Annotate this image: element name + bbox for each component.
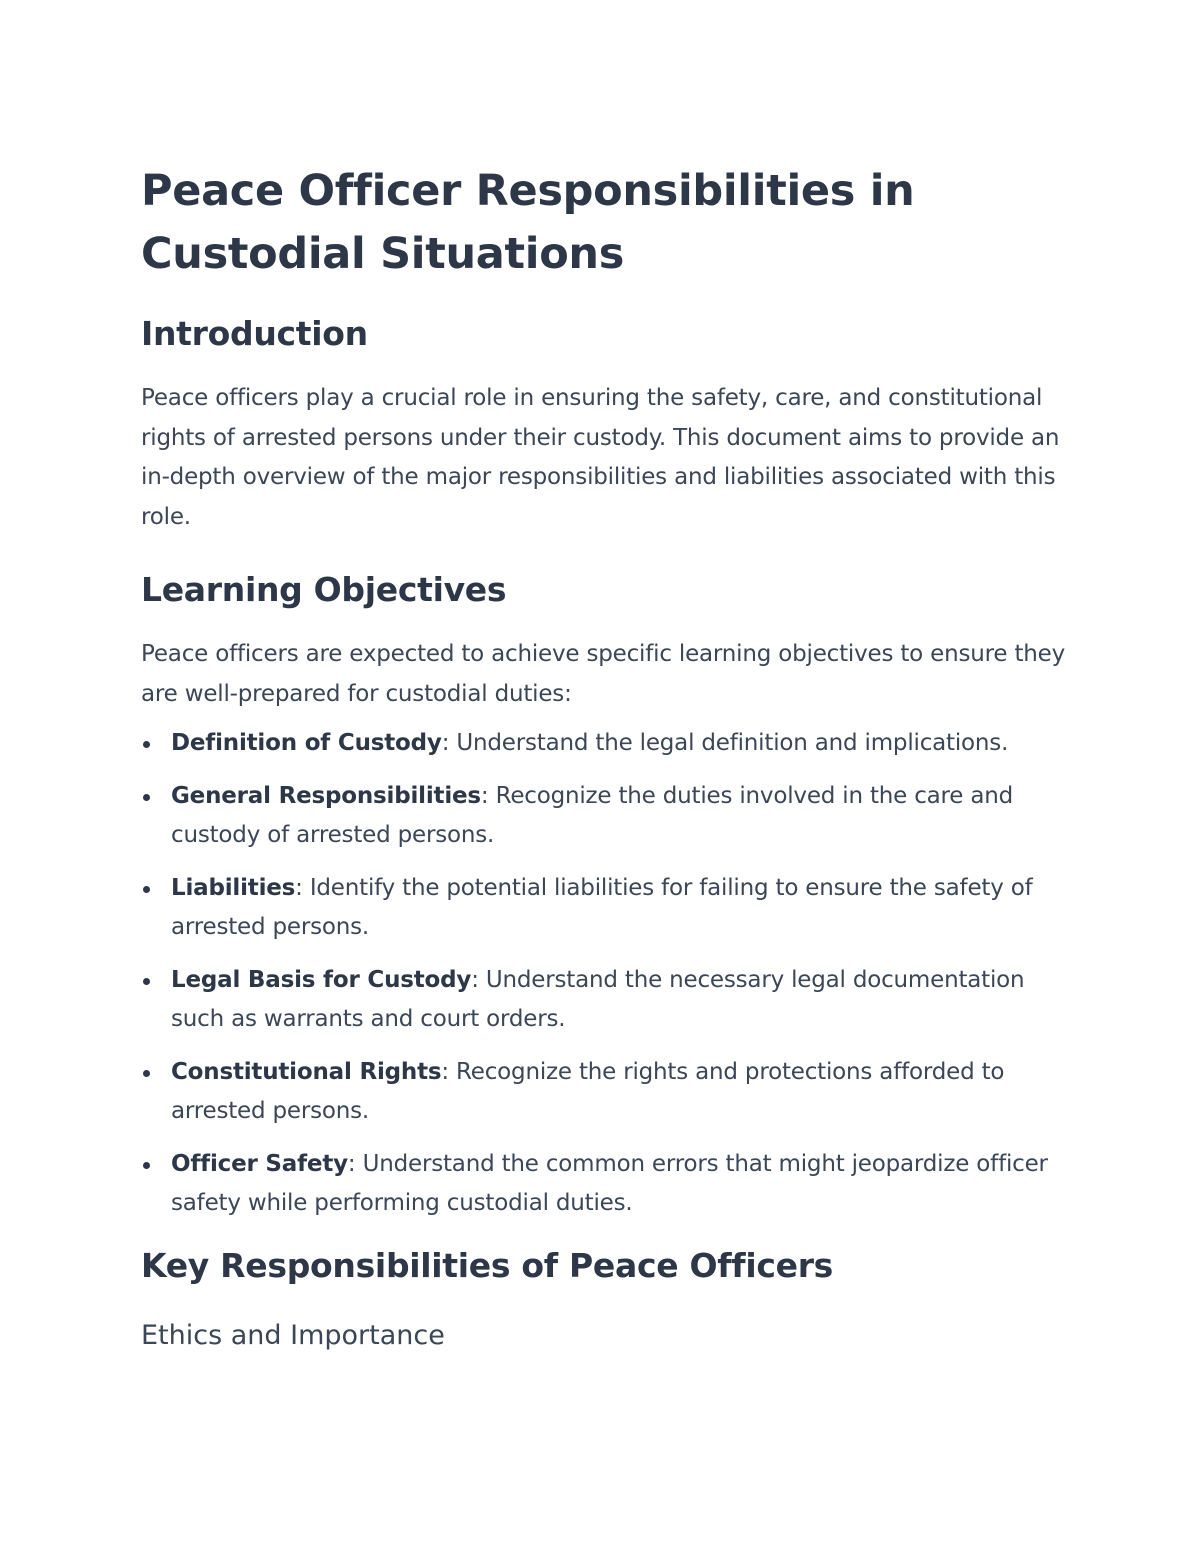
introduction-paragraph: Peace officers play a crucial role in ensuring the safety, care, and constitutional rights of arrested persons under their custody. This document aims to provide an in-depth overview of the major responsibilities and liabilities associated with this role. bbox=[141, 385, 1060, 530]
bullet-icon bbox=[143, 741, 150, 748]
list-item-text: : Understand the common errors that might jeopardize officer safety while performing custodial duties. bbox=[171, 1150, 1048, 1216]
list-item-term: Officer Safety bbox=[171, 1150, 348, 1177]
ethics-subheading: Ethics and Importance bbox=[141, 1319, 445, 1351]
list-item bbox=[141, 777, 1071, 856]
learning-objectives-heading: Learning Objectives bbox=[141, 570, 507, 609]
bullet-icon bbox=[143, 978, 150, 985]
list-item-term: General Responsibilities bbox=[171, 782, 481, 809]
list-item-text: : Recognize the rights and protections afforded to arrested persons. bbox=[171, 1058, 1005, 1124]
list-item-term: Definition of Custody bbox=[171, 730, 442, 756]
bullet-icon bbox=[143, 794, 150, 801]
bullet-icon bbox=[143, 1162, 150, 1169]
list-item-term: Constitutional Rights bbox=[171, 1058, 442, 1085]
list-item bbox=[141, 961, 1071, 1040]
list-item bbox=[141, 724, 1071, 764]
document-page bbox=[141, 160, 1071, 1354]
list-item bbox=[141, 1145, 1071, 1224]
introduction-heading: Introduction bbox=[141, 314, 368, 353]
document-title: Peace Officer Responsibilities in Custodial Situations bbox=[141, 166, 915, 279]
list-item-text: : Identify the potential liabilities for failing to ensure the safety of arrested persons. bbox=[171, 874, 1033, 940]
learning-objectives-paragraph: Peace officers are expected to achieve specific learning objectives to ensure they are well-prepared for custodial duties: bbox=[141, 641, 1066, 707]
list-item bbox=[141, 869, 1071, 948]
list-item-term: Legal Basis for Custody bbox=[171, 966, 472, 993]
bullet-icon bbox=[143, 886, 150, 893]
list-item-text: : Understand the necessary legal documentation such as warrants and court orders. bbox=[171, 966, 1025, 1032]
list-item-text: : Understand the legal definition and implications. bbox=[441, 730, 1009, 756]
bullet-icon bbox=[143, 1070, 150, 1077]
key-responsibilities-heading: Key Responsibilities of Peace Officers bbox=[141, 1245, 834, 1285]
list-item-term: Liabilities bbox=[171, 874, 296, 901]
learning-objectives-list bbox=[141, 724, 1071, 1224]
list-item bbox=[141, 1053, 1071, 1132]
list-item-text: : Recognize the duties involved in the care and custody of arrested persons. bbox=[171, 782, 1014, 848]
